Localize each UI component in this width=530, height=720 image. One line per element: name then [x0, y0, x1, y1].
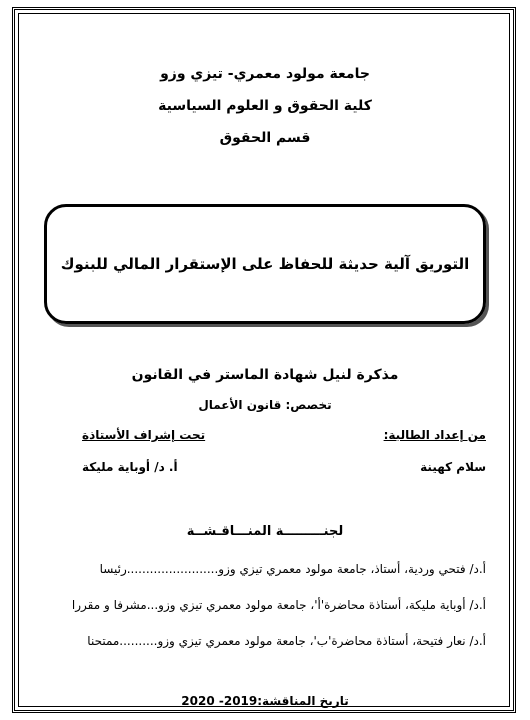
jury-member-supervisor: أ.د/ أوباية مليكة، أستاذة محاضرة'أ'، جامعة مولود معمري تيزي وزو...مشرفا و مقررا [71, 598, 486, 612]
defense-date: تاريخ المناقشة:2019- 2020 [181, 694, 349, 708]
student-name: سلام كهينة [420, 460, 486, 474]
supervisor-name: أ. د/ أوباية مليكة [82, 460, 178, 474]
memoir-purpose: مذكرة لنيل شهادة الماستر في القانون [131, 367, 399, 383]
specialty: تخصص: قانون الأعمال [198, 398, 332, 412]
thesis-title: التوريق آلية حديثة للحفاظ على الإستقرار المالي للبنوك [60, 255, 470, 273]
university-name: جامعة مولود معمري- تيزي وزو [160, 66, 370, 82]
faculty-name: كلية الحقوق و العلوم السياسية [158, 98, 372, 114]
thesis-title-box [44, 204, 486, 324]
jury-member-president: أ.د/ فتحي وردية، أستاذ، جامعة مولود معمري تيزي وزو........................رئيسا [99, 562, 486, 576]
jury-heading: لجنـــــــــة المنـــاقـشــة [186, 524, 344, 539]
jury-member-examiner: أ.د/ نعار فتيحة، أستاذة محاضرة'ب'، جامعة مولود معمري تيزي وزو..........ممتحنا [87, 634, 486, 648]
department-name: قسم الحقوق [219, 130, 311, 146]
student-label: من إعداد الطالبة: [383, 428, 486, 442]
supervisor-label: تحت إشراف الأستاذة [82, 428, 206, 442]
